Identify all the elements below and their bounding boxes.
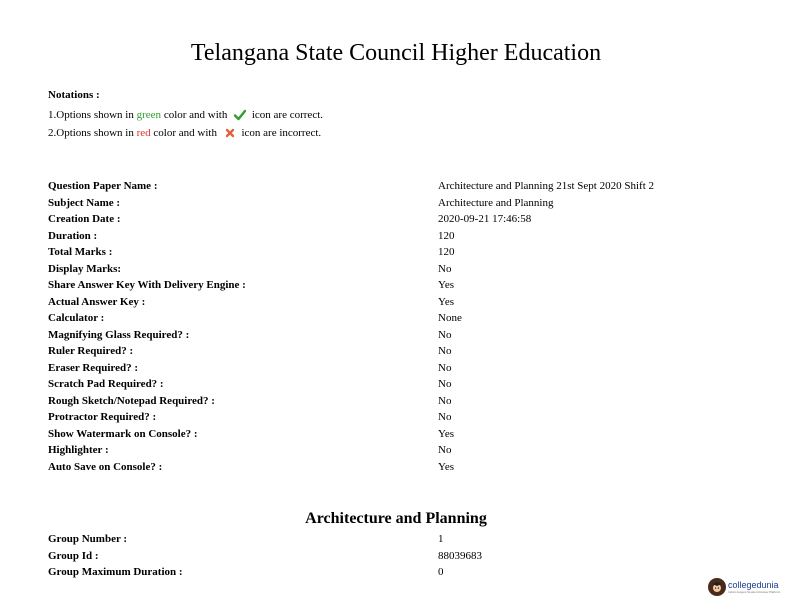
- notation-correct-prefix: 1.Options shown in: [48, 109, 137, 121]
- detail-row: [48, 376, 748, 393]
- detail-label: Duration :: [48, 229, 98, 242]
- detail-row: [48, 195, 748, 212]
- notation-green-word: green: [136, 109, 162, 121]
- section-heading: Architecture and Planning: [305, 510, 487, 527]
- detail-row: [48, 211, 748, 228]
- detail-row: [48, 261, 748, 278]
- detail-value: 120: [438, 246, 455, 258]
- detail-row: [48, 244, 748, 261]
- detail-label: Calculator :: [48, 312, 105, 324]
- detail-value: Yes: [438, 279, 455, 291]
- detail-label: Show Watermark on Console? :: [48, 427, 198, 440]
- detail-label: Magnifying Glass Required? :: [48, 328, 190, 341]
- group-value: 1: [438, 533, 444, 545]
- notation-incorrect-suffix: icon are incorrect.: [238, 127, 322, 139]
- detail-row: [48, 228, 748, 245]
- detail-value: No: [438, 394, 452, 407]
- notation-correct-middle: color and with: [161, 109, 231, 121]
- group-value: 0: [438, 566, 444, 578]
- detail-row: [48, 327, 748, 344]
- detail-value: 2020-09-21 17:46:58: [438, 213, 532, 225]
- watermark-brand: collegedunia: [728, 580, 779, 590]
- detail-value: Yes: [438, 460, 455, 473]
- group-row: [48, 531, 748, 548]
- detail-value: No: [438, 361, 452, 374]
- watermark-tagline: India's largest Student Review Platform: [728, 590, 781, 594]
- detail-row: [48, 360, 748, 377]
- detail-label: Eraser Required? :: [48, 361, 139, 374]
- detail-label: Auto Save on Console? :: [48, 460, 163, 473]
- notation-incorrect-prefix: 2.Options shown in: [48, 127, 137, 139]
- detail-label: Protractor Required? :: [48, 411, 157, 423]
- group-row: [48, 548, 748, 565]
- detail-label: Actual Answer Key :: [48, 295, 146, 308]
- notation-incorrect: [48, 124, 323, 142]
- notation-correct-suffix: icon are correct.: [249, 109, 324, 121]
- notation-incorrect-middle: color and with: [150, 127, 220, 139]
- detail-row: [48, 459, 748, 476]
- detail-row: [48, 343, 748, 360]
- notations-block: [48, 89, 323, 142]
- detail-row: [48, 310, 748, 327]
- group-row: [48, 564, 748, 581]
- detail-row: [48, 178, 748, 195]
- detail-label: Creation Date :: [48, 213, 121, 225]
- detail-value: No: [438, 345, 452, 357]
- graduate-mascot-icon: [708, 578, 726, 596]
- collegedunia-watermark: [708, 578, 780, 596]
- detail-value: Architecture and Planning: [438, 196, 554, 209]
- paper-details-table: [48, 178, 748, 475]
- detail-value: No: [438, 411, 452, 423]
- detail-label: Scratch Pad Required? :: [48, 378, 164, 390]
- detail-row: [48, 442, 748, 459]
- detail-value: No: [438, 444, 452, 456]
- detail-row: [48, 294, 748, 311]
- detail-label: Rough Sketch/Notepad Required? :: [48, 394, 215, 407]
- detail-label: Total Marks :: [48, 246, 113, 258]
- detail-label: Ruler Required? :: [48, 345, 134, 357]
- detail-label: Subject Name :: [48, 196, 121, 209]
- detail-label: Share Answer Key With Delivery Engine :: [48, 279, 246, 291]
- check-icon: [234, 109, 246, 121]
- detail-value: Yes: [438, 295, 455, 308]
- group-details-table: [48, 531, 748, 581]
- notation-red-word: red: [136, 127, 151, 139]
- detail-row: [48, 277, 748, 294]
- detail-label: Display Marks:: [48, 262, 122, 275]
- detail-value: Yes: [438, 427, 455, 440]
- group-label: Group Number :: [48, 533, 128, 545]
- detail-label: Highlighter :: [48, 444, 109, 456]
- detail-row: [48, 409, 748, 426]
- detail-value: No: [438, 328, 452, 341]
- detail-value: No: [438, 378, 452, 390]
- detail-value: Architecture and Planning 21st Sept 2020 Shift 2: [438, 180, 654, 192]
- cross-icon: [224, 127, 236, 139]
- detail-value: No: [438, 262, 452, 275]
- detail-row: [48, 426, 748, 443]
- detail-label: Question Paper Name :: [48, 180, 158, 192]
- page-title: Telangana State Council Higher Education: [190, 40, 602, 66]
- detail-value: 120: [438, 229, 455, 242]
- notation-correct: [48, 106, 323, 124]
- group-value: 88039683: [438, 549, 482, 562]
- notations-heading: Notations :: [48, 89, 100, 101]
- group-label: Group Maximum Duration :: [48, 566, 183, 578]
- group-label: Group Id :: [48, 549, 99, 562]
- detail-row: [48, 393, 748, 410]
- detail-value: None: [438, 312, 462, 324]
